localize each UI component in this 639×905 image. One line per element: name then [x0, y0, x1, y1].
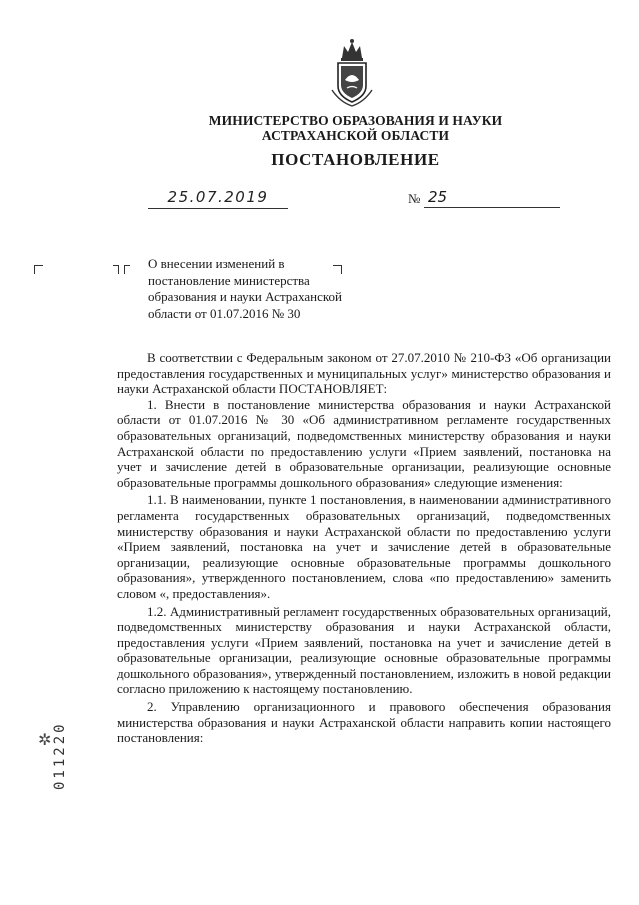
subject-line: постановление министерства: [148, 272, 310, 288]
body-paragraph: 1. Внести в постановление министерства образования и науки Астраханской области от 01.07.2016 № 30 «Об административном регламенте государственных образовательных организаций, подведомственных министерству образования и науки Астраханской области по предоставлению услуги «Прием заявлений, постановка на учет и зачисление детей в образовательные организации, реализующие основные образовательные программы дошкольного образования» следующие изменения:: [117, 396, 611, 490]
doc-number-label: №: [408, 191, 421, 206]
org-name-line2: АСТРАХАНСКОЙ ОБЛАСТИ: [261, 128, 450, 143]
body-paragraph: 1.2. Административный регламент государственных образовательных организаций, подведомственных министерству образования и науки Астраханской области, предоставления услуги «Прием заявлений, постановка на учет и зачисление детей в образовательные организации, реализующие основные образовательные программы дошкольного образования», утвержденный постановлением, изложить в новой редакции согласно приложению к настоящему постановлению.: [117, 603, 611, 697]
doc-body: [117, 350, 611, 746]
coat-of-arms-icon: [330, 36, 374, 108]
corner-mark: [124, 265, 130, 274]
subject-line: образования и науки Астраханской: [148, 289, 343, 304]
corner-mark: [113, 265, 119, 274]
margin-serial-number: 011220: [52, 721, 68, 790]
asterisk-mark-icon: ✲: [38, 732, 52, 749]
body-paragraph: 2. Управлению организационного и правового обеспечения образования министерства образования и науки Астраханской области направить копии настоящего постановления:: [117, 699, 611, 746]
doc-type-title: ПОСТАНОВЛЕНИЕ: [271, 150, 440, 169]
body-paragraph: 1.1. В наименовании, пункте 1 постановления, в наименовании административного регламента государственных образовательных организаций, подведомственных министерству образования и науки Астраханской области по предоставлению услуги «Прием заявлений, постановка на учет и зачисление детей в образовательные организации, реализующие основные образовательные программы дошкольного образования», утвержденного постановлением, слова «по предоставлению» заменить словом «, предоставления».: [117, 492, 611, 601]
org-name-line1: МИНИСТЕРСТВО ОБРАЗОВАНИЯ И НАУКИ: [208, 113, 503, 128]
doc-date: 25.07.2019: [148, 188, 288, 209]
doc-subject: [148, 256, 348, 322]
doc-number: 25: [424, 188, 560, 208]
corner-mark: [34, 265, 43, 274]
subject-line: О внесении изменений в: [148, 256, 285, 271]
subject-line: области от 01.07.2016 № 30: [148, 305, 301, 321]
body-paragraph: В соответствии с Федеральным законом от 27.07.2010 № 210-ФЗ «Об организации предоставления государственных и муниципальных услуг» министерство образования и науки Астраханской области ПОСТАНОВЛЯЕТ:: [117, 350, 611, 397]
